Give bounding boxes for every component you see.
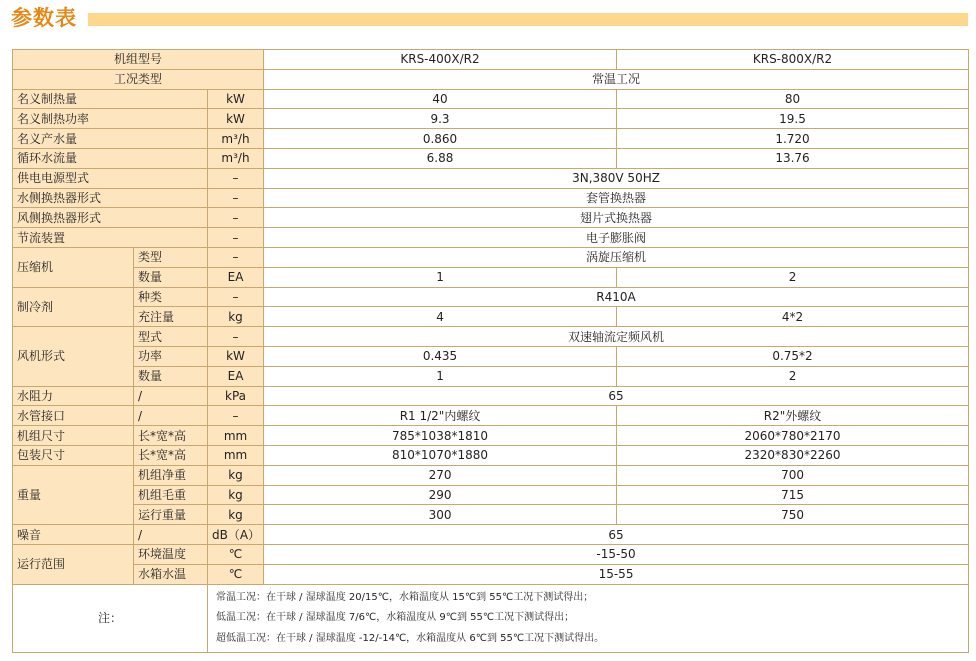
param-value: -15-50	[264, 544, 969, 564]
param-unit: EA	[208, 366, 264, 386]
param-sub: 水箱水温	[134, 564, 208, 584]
table-row	[13, 386, 969, 406]
param-value: 40	[264, 89, 617, 109]
param-unit: kg	[208, 307, 264, 327]
notes-label: 注：	[13, 584, 208, 653]
param-unit: mm	[208, 426, 264, 446]
param-value: 2320*830*2260	[617, 445, 969, 465]
param-value: 涡旋压缩机	[264, 247, 969, 267]
param-value: 80	[617, 89, 969, 109]
param-unit: kg	[208, 505, 264, 525]
param-unit: –	[208, 208, 264, 228]
param-sub: 机组毛重	[134, 485, 208, 505]
param-name: 名义制热量	[13, 89, 208, 109]
param-value: R2"外螺纹	[617, 406, 969, 426]
param-value: 2060*780*2170	[617, 426, 969, 446]
param-name: 水侧换热器形式	[13, 188, 208, 208]
table-row	[13, 168, 969, 188]
param-value: 0.860	[264, 129, 617, 149]
param-value: 套管换热器	[264, 188, 969, 208]
param-unit: –	[208, 327, 264, 347]
param-sub: 环境温度	[134, 544, 208, 564]
param-name: 噪音	[13, 525, 134, 545]
group-label-range: 运行范围	[13, 544, 134, 584]
param-sub: 运行重量	[134, 505, 208, 525]
param-unit: kW	[208, 109, 264, 129]
param-value: 1	[264, 267, 617, 287]
param-value: 6.88	[264, 148, 617, 168]
group-label-fan: 风机形式	[13, 327, 134, 386]
param-value: 270	[264, 465, 617, 485]
param-unit: mm	[208, 445, 264, 465]
param-unit: dB（A）	[208, 525, 264, 545]
param-value: 1	[264, 366, 617, 386]
condition-value: 常温工况	[264, 69, 969, 89]
table-row	[13, 406, 969, 426]
param-unit: –	[208, 287, 264, 307]
param-unit: kg	[208, 485, 264, 505]
table-row	[13, 148, 969, 168]
param-sub: 机组净重	[134, 465, 208, 485]
param-unit: m³/h	[208, 148, 264, 168]
notes-row	[13, 584, 969, 653]
group-label-weight: 重量	[13, 465, 134, 524]
param-name: 供电电源型式	[13, 168, 208, 188]
param-sub: 数量	[134, 366, 208, 386]
table-row	[13, 485, 969, 505]
title-decor-bar	[88, 13, 968, 26]
param-value: 290	[264, 485, 617, 505]
param-sub: 型式	[134, 327, 208, 347]
param-unit: –	[208, 168, 264, 188]
table-row	[13, 327, 969, 347]
param-value: 翅片式换热器	[264, 208, 969, 228]
note-line: 低温工况：在干球 / 湿球温度 7/6℃，水箱温度从 9℃到 55℃工况下测试得出；	[216, 612, 575, 624]
table-row	[13, 208, 969, 228]
table-row	[13, 188, 969, 208]
param-sub: 长*宽*高	[134, 426, 208, 446]
table-row	[13, 89, 969, 109]
note-line: 超低温工况：在干球 / 湿球温度 -12/-14℃，水箱温度从 6℃到 55℃工况下测试得出。	[216, 632, 605, 644]
table-row	[13, 129, 969, 149]
spec-table	[12, 49, 969, 653]
param-value: 19.5	[617, 109, 969, 129]
param-value: 4	[264, 307, 617, 327]
param-unit: ℃	[208, 544, 264, 564]
param-sub: /	[134, 406, 208, 426]
param-sub: 类型	[134, 247, 208, 267]
model-1: KRS-400X/R2	[264, 50, 617, 70]
param-name: 机组尺寸	[13, 426, 134, 446]
param-value: 810*1070*1880	[264, 445, 617, 465]
param-value: 750	[617, 505, 969, 525]
param-value: 65	[264, 525, 969, 545]
param-value: 785*1038*1810	[264, 426, 617, 446]
model-2: KRS-800X/R2	[617, 50, 969, 70]
param-value: 65	[264, 386, 969, 406]
param-value: 2	[617, 366, 969, 386]
param-sub: 数量	[134, 267, 208, 287]
table-row	[13, 267, 969, 287]
param-unit: ℃	[208, 564, 264, 584]
param-name: 包装尺寸	[13, 445, 134, 465]
page-header	[0, 0, 976, 44]
group-label-compressor: 压缩机	[13, 247, 134, 287]
param-value: 双速轴流定频风机	[264, 327, 969, 347]
table-row	[13, 525, 969, 545]
param-sub: 种类	[134, 287, 208, 307]
param-unit: kg	[208, 465, 264, 485]
param-name: 循环水流量	[13, 148, 208, 168]
table-row	[13, 465, 969, 485]
param-name: 名义制热功率	[13, 109, 208, 129]
table-row	[13, 228, 969, 248]
param-sub: 功率	[134, 346, 208, 366]
param-unit: kPa	[208, 386, 264, 406]
condition-label: 工况类型	[13, 69, 264, 89]
table-row	[13, 109, 969, 129]
param-value: 3N,380V 50HZ	[264, 168, 969, 188]
param-unit: kW	[208, 89, 264, 109]
param-unit: –	[208, 188, 264, 208]
table-row	[13, 564, 969, 584]
param-value: 15-55	[264, 564, 969, 584]
group-label-refrigerant: 制冷剂	[13, 287, 134, 327]
table-row	[13, 287, 969, 307]
table-row	[13, 69, 969, 89]
model-label: 机组型号	[13, 50, 264, 70]
table-row	[13, 346, 969, 366]
param-value: R410A	[264, 287, 969, 307]
param-name: 节流装置	[13, 228, 208, 248]
param-name: 水阻力	[13, 386, 134, 406]
note-line: 常温工况：在干球 / 湿球温度 20/15℃，水箱温度从 15℃到 55℃工况下测试得出；	[216, 591, 594, 603]
param-value: 电子膨胀阀	[264, 228, 969, 248]
param-unit: EA	[208, 267, 264, 287]
table-row	[13, 247, 969, 267]
param-sub: /	[134, 386, 208, 406]
param-value: 9.3	[264, 109, 617, 129]
param-unit: –	[208, 406, 264, 426]
param-sub: 长*宽*高	[134, 445, 208, 465]
param-value: R1 1/2"内螺纹	[264, 406, 617, 426]
param-unit: m³/h	[208, 129, 264, 149]
param-value: 2	[617, 267, 969, 287]
param-name: 风侧换热器形式	[13, 208, 208, 228]
table-row	[13, 445, 969, 465]
param-unit: kW	[208, 346, 264, 366]
param-value: 0.435	[264, 346, 617, 366]
page-title: 参数表	[11, 6, 77, 30]
param-value: 1.720	[617, 129, 969, 149]
param-unit: –	[208, 247, 264, 267]
param-name: 名义产水量	[13, 129, 208, 149]
param-value: 700	[617, 465, 969, 485]
table-row	[13, 307, 969, 327]
table-row	[13, 505, 969, 525]
param-value: 0.75*2	[617, 346, 969, 366]
param-sub: /	[134, 525, 208, 545]
param-sub: 充注量	[134, 307, 208, 327]
param-value: 300	[264, 505, 617, 525]
table-row	[13, 544, 969, 564]
param-name: 水管接口	[13, 406, 134, 426]
table-row	[13, 50, 969, 70]
param-unit: –	[208, 228, 264, 248]
table-row	[13, 426, 969, 446]
notes-text	[208, 584, 969, 653]
table-row	[13, 366, 969, 386]
param-value: 4*2	[617, 307, 969, 327]
param-value: 715	[617, 485, 969, 505]
param-value: 13.76	[617, 148, 969, 168]
